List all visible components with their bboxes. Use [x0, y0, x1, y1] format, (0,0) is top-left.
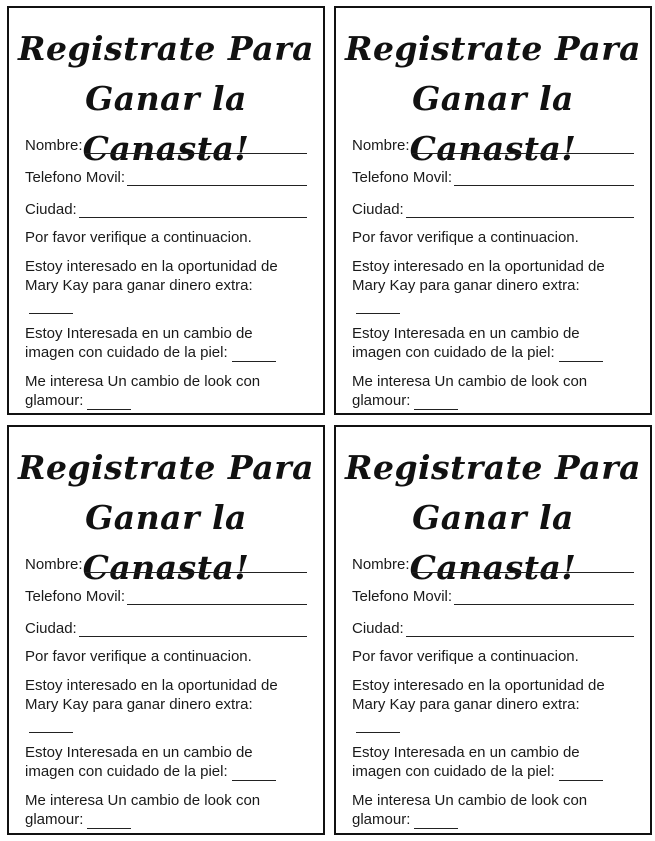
name-field[interactable]	[412, 557, 634, 573]
registration-card	[7, 425, 325, 835]
registration-card	[334, 6, 652, 415]
skincare-blank[interactable]	[232, 766, 276, 781]
name-label: Nombre:	[25, 556, 83, 573]
opportunity-text: Estoy interesado en la oportunidad de Mary Kay para ganar dinero extra:	[25, 677, 278, 713]
skincare-text: Estoy Interesada en un cambio de imagen con cuidado de la piel:	[25, 325, 253, 361]
phone-field[interactable]	[454, 170, 634, 186]
city-field[interactable]	[79, 202, 307, 218]
city-label: Ciudad:	[25, 620, 77, 637]
verify-text: Por favor verifique a continuacion.	[25, 229, 252, 246]
opportunity-text: Estoy interesado en la oportunidad de Mary Kay para ganar dinero extra:	[352, 258, 605, 294]
registration-card	[334, 425, 652, 835]
opportunity-blank[interactable]	[29, 299, 73, 314]
skincare-text: Estoy Interesada en un cambio de imagen con cuidado de la piel:	[352, 744, 580, 780]
glamour-blank[interactable]	[87, 814, 131, 829]
city-field[interactable]	[406, 202, 634, 218]
title-line-2: Ganar la Canasta!	[409, 498, 577, 587]
glamour-text: Me interesa Un cambio de look con glamour:	[352, 792, 588, 828]
phone-label: Telefono Movil:	[352, 588, 453, 605]
city-label: Ciudad:	[352, 201, 404, 218]
registration-card	[7, 6, 325, 415]
city-label: Ciudad:	[352, 620, 404, 637]
phone-label: Telefono Movil:	[25, 588, 126, 605]
title-line-1: Registrate Para	[345, 448, 641, 487]
title-line-1: Registrate Para	[345, 29, 641, 68]
skincare-text: Estoy Interesada en un cambio de imagen con cuidado de la piel:	[25, 744, 253, 780]
name-field[interactable]	[85, 138, 307, 154]
title-line-2: Ganar la Canasta!	[82, 79, 250, 168]
title-line-1: Registrate Para	[18, 29, 314, 68]
name-label: Nombre:	[25, 137, 83, 154]
phone-field[interactable]	[127, 170, 307, 186]
opportunity-text: Estoy interesado en la oportunidad de Mary Kay para ganar dinero extra:	[25, 258, 278, 294]
name-label: Nombre:	[352, 556, 410, 573]
verify-text: Por favor verifique a continuacion.	[25, 648, 252, 665]
title-line-2: Ganar la Canasta!	[409, 79, 577, 168]
skincare-blank[interactable]	[559, 766, 603, 781]
opportunity-blank[interactable]	[356, 718, 400, 733]
phone-label: Telefono Movil:	[25, 169, 126, 186]
skincare-blank[interactable]	[232, 347, 276, 362]
verify-text: Por favor verifique a continuacion.	[352, 229, 579, 246]
phone-field[interactable]	[127, 589, 307, 605]
skincare-blank[interactable]	[559, 347, 603, 362]
glamour-blank[interactable]	[87, 395, 131, 410]
name-field[interactable]	[412, 138, 634, 154]
skincare-text: Estoy Interesada en un cambio de imagen con cuidado de la piel:	[352, 325, 580, 361]
opportunity-blank[interactable]	[356, 299, 400, 314]
glamour-text: Me interesa Un cambio de look con glamour:	[25, 373, 261, 409]
glamour-text: Me interesa Un cambio de look con glamour:	[25, 792, 261, 828]
title-line-1: Registrate Para	[18, 448, 314, 487]
opportunity-text: Estoy interesado en la oportunidad de Mary Kay para ganar dinero extra:	[352, 677, 605, 713]
glamour-blank[interactable]	[414, 395, 458, 410]
name-label: Nombre:	[352, 137, 410, 154]
phone-label: Telefono Movil:	[352, 169, 453, 186]
phone-field[interactable]	[454, 589, 634, 605]
verify-text: Por favor verifique a continuacion.	[352, 648, 579, 665]
glamour-text: Me interesa Un cambio de look con glamour:	[352, 373, 588, 409]
glamour-blank[interactable]	[414, 814, 458, 829]
city-label: Ciudad:	[25, 201, 77, 218]
title-line-2: Ganar la Canasta!	[82, 498, 250, 587]
city-field[interactable]	[79, 621, 307, 637]
opportunity-blank[interactable]	[29, 718, 73, 733]
name-field[interactable]	[85, 557, 307, 573]
city-field[interactable]	[406, 621, 634, 637]
